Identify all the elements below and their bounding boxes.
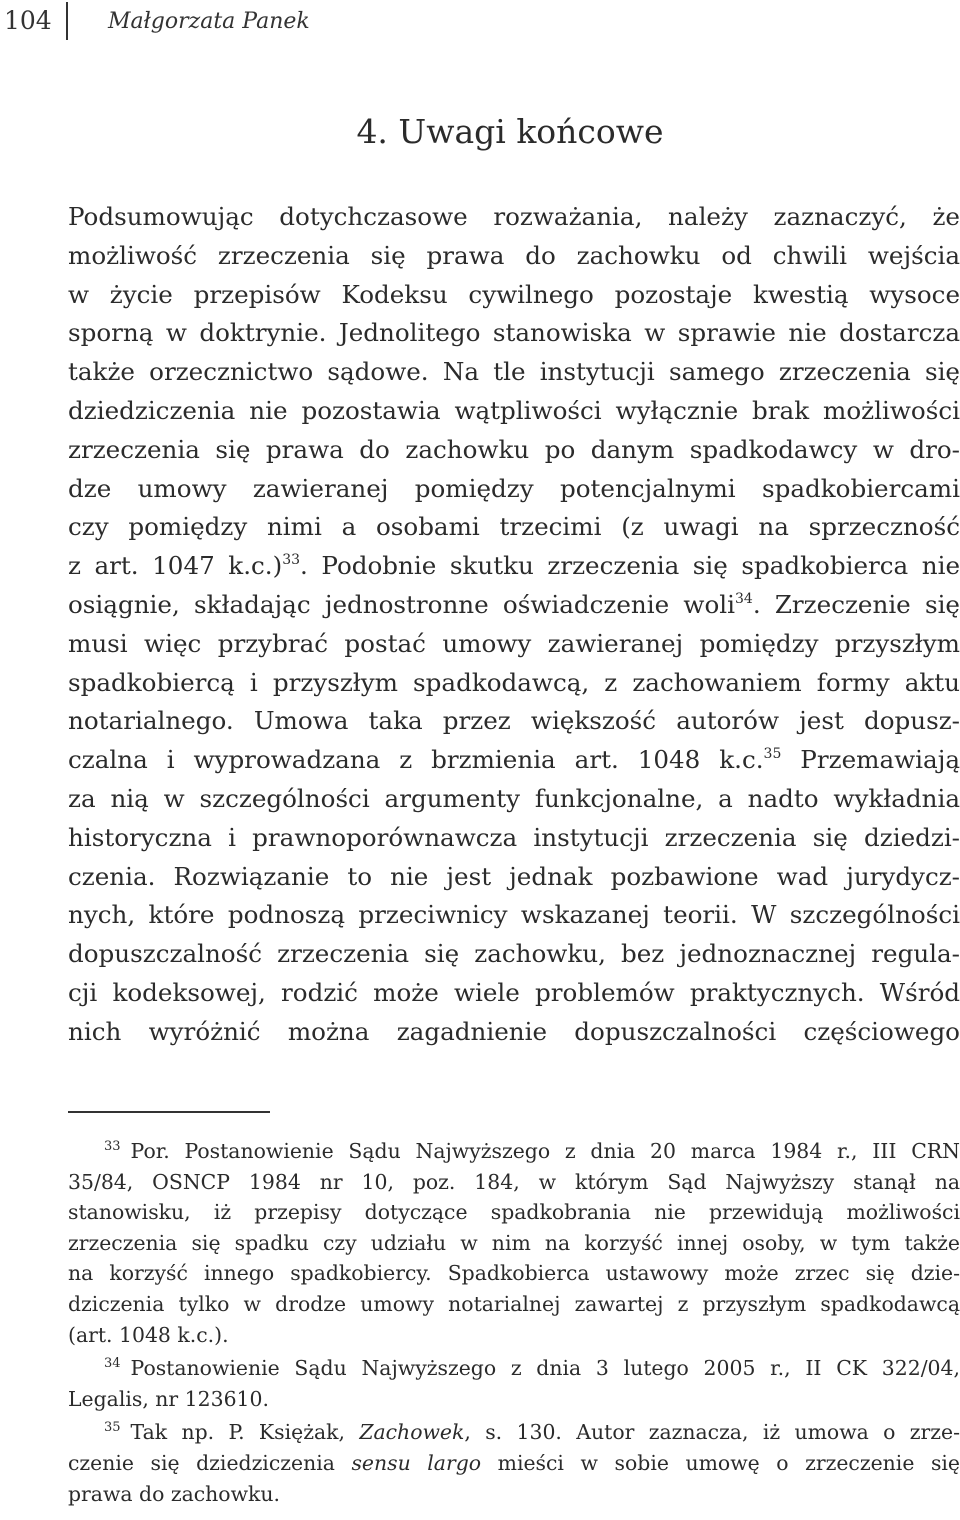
body-line: za nią w szczególności argumenty funkcjonalne, a nadto wykładnia bbox=[68, 783, 960, 813]
body-line: czenia. Rozwiązanie to nie jest jednak pozbawione wad jurydycz- bbox=[68, 861, 960, 891]
footnote-text: Tak np. P. Księżak, bbox=[130, 1420, 360, 1445]
footnote-34-line bbox=[68, 1353, 960, 1384]
body-line: Podsumowując dotychczasowe rozważania, należy zaznaczyć, że bbox=[68, 202, 960, 231]
footnote-ref-35[interactable]: 35 bbox=[763, 746, 782, 763]
body-text-fragment: . Podobnie skutku zrzeczenia się spadkobierca nie bbox=[300, 551, 960, 581]
body-line: nich wyróżnić można zagadnienie dopuszczalności częściowego bbox=[68, 1016, 960, 1046]
footnote-title-italic: Zachowek bbox=[359, 1420, 465, 1445]
body-line: czy pomiędzy nimi a osobami trzecimi (z uwagi na sprzeczność bbox=[68, 512, 960, 542]
section-title: 4. Uwagi końcowe bbox=[356, 112, 664, 151]
body-text-fragment: czalna i wyprowadzana z brzmienia art. 1048 k.c. bbox=[68, 745, 764, 775]
body-line bbox=[68, 741, 960, 780]
footnote-number-34: 34 bbox=[104, 1356, 121, 1372]
body-line: nych, które podnoszą przeciwnicy wskazanej teorii. W szczególności bbox=[68, 900, 960, 930]
footnote-35-line bbox=[68, 1417, 960, 1448]
running-header bbox=[0, 0, 960, 44]
body-line: notarialnego. Umowa taka przez większość autorów jest dopusz- bbox=[68, 706, 960, 736]
footnote-33-line: zrzeczenia się spadku czy udziału w nim na korzyść innej osoby, w tym także bbox=[68, 1230, 960, 1255]
page-number: 104 bbox=[4, 6, 52, 35]
body-text-fragment: osiągnie, składając jednostronne oświadczenie woli bbox=[68, 589, 735, 619]
body-line: także orzecznictwo sądowe. Na tle instytucji samego zrzeczenia się bbox=[68, 357, 960, 387]
footnote-text: Por. Postanowienie Sądu Najwyższego z dnia 20 marca 1984 r., III CRN bbox=[130, 1139, 960, 1163]
body-text-fragment: . Zrzeczenie się bbox=[752, 589, 960, 619]
body-line: dopuszczalność zrzeczenia się zachowku, bez jednoznacznej regula- bbox=[68, 939, 960, 969]
footnote-35-line: prawa do zachowku. bbox=[68, 1481, 281, 1506]
footnote-phrase-italic: sensu largo bbox=[351, 1450, 482, 1475]
body-line: możliwość zrzeczenia się prawa do zachowku od chwili wejścia bbox=[68, 240, 960, 270]
footnote-33-line: dziczenia tylko w drodze umowy notarialnej zawartej z przyszłym spadkodawcą bbox=[68, 1291, 960, 1316]
body-line bbox=[68, 586, 960, 625]
footnote-ref-34[interactable]: 34 bbox=[734, 590, 753, 607]
footnote-text: , s. 130. Autor zaznacza, iż umowa o zrze- bbox=[464, 1420, 960, 1445]
running-head-author: Małgorzata Panek bbox=[108, 9, 310, 34]
body-line: sporną w doktrynie. Jednolitego stanowiska w sprawie nie dostarcza bbox=[68, 318, 960, 348]
body-line: musi więc przybrać postać umowy zawieranej pomiędzy przyszłym bbox=[68, 628, 960, 658]
body-text-fragment: Przemawiają bbox=[781, 745, 960, 775]
footnote-35-line bbox=[68, 1448, 960, 1479]
footnote-separator bbox=[68, 1111, 270, 1113]
footnote-ref-33[interactable]: 33 bbox=[282, 552, 301, 569]
body-line: cji kodeksowej, rodzić może wiele problemów praktycznych. Wśród bbox=[68, 977, 960, 1007]
footnote-34-line: Legalis, nr 123610. bbox=[68, 1386, 269, 1411]
header-divider bbox=[66, 2, 68, 40]
body-line: historyczna i prawnoporównawcza instytucji zrzeczenia się dziedzi- bbox=[68, 822, 960, 852]
footnote-33-line: na korzyść innego spadkobiercy. Spadkobierca ustawowy może zrzec się dzie- bbox=[68, 1261, 960, 1286]
body-line bbox=[68, 547, 960, 586]
body-text-fragment: z art. 1047 k.c.) bbox=[68, 551, 283, 581]
body-line: w życie przepisów Kodeksu cywilnego pozostaje kwestią wysoce bbox=[68, 279, 960, 309]
footnote-number-33: 33 bbox=[104, 1139, 121, 1154]
body-line: spadkobiercą i przyszłym spadkodawcą, z zachowaniem formy aktu bbox=[68, 667, 960, 697]
footnote-33-line: 35/84, OSNCP 1984 nr 10, poz. 184, w którym Sąd Najwyższy stanął na bbox=[68, 1169, 960, 1194]
footnotes bbox=[68, 1136, 960, 1509]
body-paragraph bbox=[68, 198, 960, 1052]
footnote-text: Postanowienie Sądu Najwyższego z dnia 3 lutego 2005 r., II CK 322/04, bbox=[130, 1356, 960, 1381]
body-line: dze umowy zawieranej pomiędzy potencjalnymi spadkobiercami bbox=[68, 473, 960, 503]
footnote-33-line: stanowisku, iż przepisy dotyczące spadkobrania nie przewidują możliwości bbox=[68, 1200, 960, 1225]
body-line: dziedziczenia nie pozostawia wątpliwości wyłącznie brak możliwości bbox=[68, 395, 960, 425]
footnote-text: czenie się dziedziczenia bbox=[68, 1450, 352, 1475]
footnote-number-35: 35 bbox=[104, 1420, 121, 1436]
body-line: zrzeczenia się prawa do zachowku po danym spadkodawcy w dro- bbox=[68, 434, 960, 464]
footnote-33-line bbox=[68, 1136, 960, 1167]
footnote-text: mieści w sobie umowę o zrzeczenie się bbox=[481, 1450, 960, 1475]
footnote-33-line: (art. 1048 k.c.). bbox=[68, 1322, 229, 1347]
